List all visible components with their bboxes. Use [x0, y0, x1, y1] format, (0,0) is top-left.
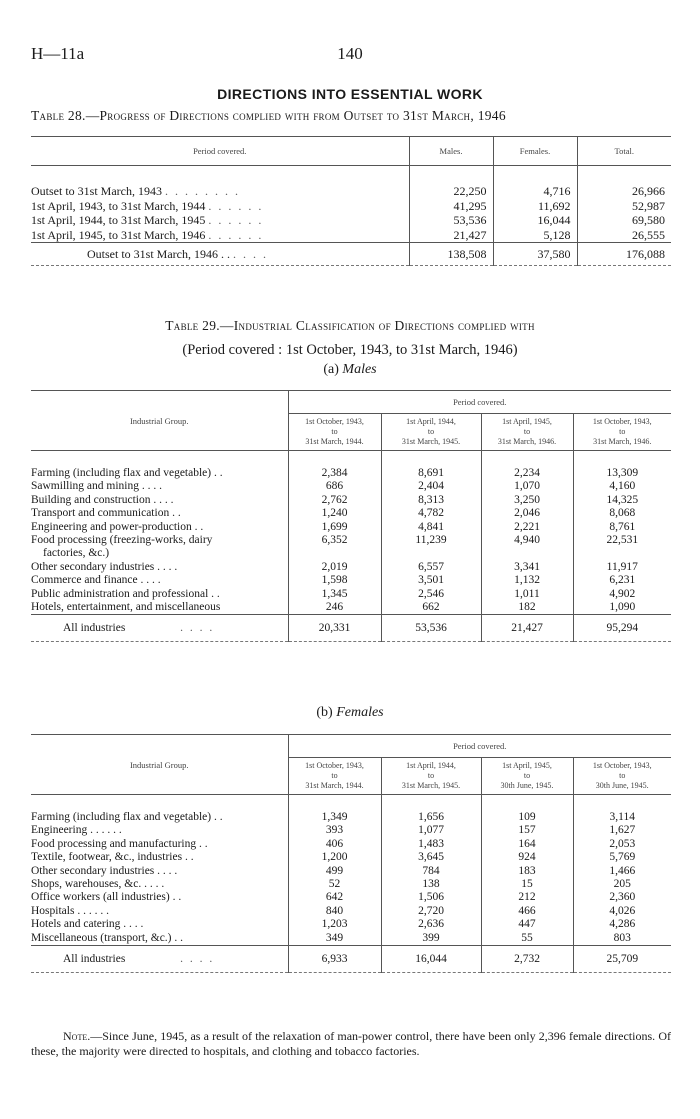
value-cell: 109: [481, 811, 573, 824]
value-cell: 183: [481, 865, 573, 878]
table-row: [31, 905, 671, 918]
note-lead: Note.: [63, 1029, 91, 1043]
value-cell: 349: [288, 932, 381, 946]
males-total: 138,508: [409, 243, 493, 266]
total-cell: 16,044: [381, 946, 481, 973]
total-cell: 53,536: [381, 615, 481, 642]
industrial-group-header: Industrial Group.: [31, 735, 288, 795]
industrial-group-cell: Transport and communication . .: [31, 507, 181, 520]
males-cell: 22,250: [409, 184, 493, 199]
total-cell: 20,331: [288, 615, 381, 642]
total-cell: 25,709: [573, 946, 671, 973]
value-cell: 6,557: [381, 561, 481, 574]
page-number: 140: [337, 44, 363, 63]
value-cell: 55: [481, 932, 573, 946]
value-cell: 924: [481, 851, 573, 864]
value-cell: 22,531: [573, 534, 671, 547]
table-row: [31, 521, 671, 534]
table-row: [31, 932, 671, 946]
total-cell: 2,732: [481, 946, 573, 973]
industrial-group-cell: Farming (including flax and vegetable) . .: [31, 467, 223, 479]
table28-total-row: [31, 243, 671, 266]
period-covered-header: Period covered.: [288, 391, 671, 414]
column-header: 1st April, 1944, to 31st March, 1945.: [381, 414, 481, 451]
industrial-group-cell: Hotels and catering . . . .: [31, 918, 144, 931]
value-cell: 138: [381, 878, 481, 891]
leader-dots: . . . .: [180, 622, 215, 635]
table-row: [31, 838, 671, 851]
table-row: [31, 811, 671, 824]
females-cell: 5,128: [493, 228, 577, 243]
value-cell: 2,019: [288, 561, 381, 574]
value-cell: 1,349: [288, 811, 381, 824]
leader-dots: . . . .: [233, 246, 268, 261]
industrial-group-header: Industrial Group.: [31, 391, 288, 451]
table-row: [31, 918, 671, 931]
value-cell: 1,345: [288, 588, 381, 601]
table-row: [31, 561, 671, 574]
value-cell: 4,940: [481, 534, 573, 547]
value-cell: 8,691: [381, 467, 481, 480]
total-label: Outset to 31st March, 1946 . .: [87, 246, 230, 261]
total-cell: 6,933: [288, 946, 381, 973]
table28-header-males: Males.: [409, 137, 493, 166]
industrial-group-cell: Engineering . . . . . .: [31, 824, 122, 837]
leader-dots: . . . .: [180, 953, 215, 966]
total-cell: 52,987: [577, 199, 671, 214]
value-cell: 1,077: [381, 824, 481, 837]
females-heading: [0, 705, 700, 721]
males-heading: [0, 362, 700, 378]
leader-dots: . . . . . .: [208, 213, 264, 227]
industrial-group-cell: Textile, footwear, &c., industries . .: [31, 851, 194, 864]
value-cell: 212: [481, 891, 573, 904]
value-cell: 164: [481, 838, 573, 851]
value-cell: [481, 547, 573, 560]
value-cell: 205: [573, 878, 671, 891]
value-cell: 447: [481, 918, 573, 931]
industrial-group-cell: Office workers (all industries) . .: [31, 891, 182, 904]
table-row: [31, 878, 671, 891]
leader-dots: . . . . . .: [208, 227, 264, 242]
value-cell: 2,404: [381, 480, 481, 493]
total-label: All industries: [63, 622, 126, 635]
value-cell: 3,645: [381, 851, 481, 864]
table-row: [31, 184, 671, 199]
table-row: [31, 494, 671, 507]
column-header: 1st October, 1943, to 31st March, 1944.: [288, 414, 381, 451]
value-cell: 6,231: [573, 574, 671, 587]
table28-title: [31, 108, 671, 124]
industrial-group-cell: Public administration and professional . .: [31, 587, 220, 600]
value-cell: 1,090: [573, 601, 671, 615]
table-row: [31, 213, 671, 228]
industrial-group-cell: Other secondary industries . . . .: [31, 560, 178, 573]
table-row: [31, 865, 671, 878]
value-cell: 8,313: [381, 494, 481, 507]
table-row: [31, 534, 671, 547]
industrial-group-cell: Miscellaneous (transport, &c.) . .: [31, 931, 184, 944]
table-row: [31, 891, 671, 904]
females-total-row: [31, 946, 671, 973]
leader-dots: . . . . . . . .: [165, 184, 240, 198]
value-cell: 1,506: [381, 891, 481, 904]
value-cell: 1,598: [288, 574, 381, 587]
value-cell: 8,068: [573, 507, 671, 520]
table-row: [31, 199, 671, 214]
value-cell: 4,160: [573, 480, 671, 493]
period-covered-header: Period covered.: [288, 735, 671, 758]
value-cell: 15: [481, 878, 573, 891]
industrial-group-cell: Building and construction . . . .: [31, 493, 174, 506]
table28-header-total: Total.: [577, 137, 671, 166]
period-cell: 1st April, 1943, to 31st March, 1944: [31, 198, 206, 213]
section-letter: (b): [316, 705, 333, 720]
table-row: [31, 467, 671, 480]
value-cell: 14,325: [573, 494, 671, 507]
value-cell: [573, 547, 671, 560]
table28-title-text: —Progress of Directions complied with from Outset to 31st March, 1946: [85, 108, 506, 123]
females-total: 37,580: [493, 243, 577, 266]
males-cell: 41,295: [409, 199, 493, 214]
table-row: [31, 547, 671, 560]
value-cell: 2,046: [481, 507, 573, 520]
value-cell: 499: [288, 865, 381, 878]
table29-males: [31, 390, 671, 642]
column-header: 1st October, 1943, to 31st March, 1946.: [573, 414, 671, 451]
table-row: [31, 507, 671, 520]
value-cell: 8,761: [573, 521, 671, 534]
table28-label: Table 28.: [31, 108, 86, 123]
value-cell: 1,240: [288, 507, 381, 520]
table28-header-period: Period covered.: [31, 137, 409, 166]
total-cell: 26,966: [577, 184, 671, 199]
table-row: [31, 228, 671, 243]
industrial-group-cell: Farming (including flax and vegetable) . .: [31, 811, 223, 823]
value-cell: 3,114: [573, 811, 671, 824]
table-row: [31, 574, 671, 587]
value-cell: 662: [381, 601, 481, 615]
value-cell: 784: [381, 865, 481, 878]
value-cell: 1,132: [481, 574, 573, 587]
males-total-row: [31, 615, 671, 642]
note-text: —Since June, 1945, as a result of the relaxation of man-power control, there have been only 2,396 female directions. Of these, the majority were directed to hospitals, and clothing and tobacco factories.: [31, 1029, 671, 1058]
column-header: 1st April, 1945, to 31st March, 1946.: [481, 414, 573, 451]
industrial-group-cell: Engineering and power-production . .: [31, 520, 204, 533]
value-cell: 1,483: [381, 838, 481, 851]
value-cell: 2,234: [481, 467, 573, 480]
value-cell: 6,352: [288, 534, 381, 547]
value-cell: 2,762: [288, 494, 381, 507]
value-cell: 1,466: [573, 865, 671, 878]
document-code: H—11a: [31, 44, 85, 63]
value-cell: 11,239: [381, 534, 481, 547]
value-cell: [288, 547, 381, 560]
column-header: 1st October, 1943, to 30th June, 1945.: [573, 758, 671, 795]
value-cell: 3,501: [381, 574, 481, 587]
table-row: [31, 480, 671, 493]
value-cell: 4,902: [573, 588, 671, 601]
females-cell: 16,044: [493, 213, 577, 228]
industrial-group-cell: Food processing (freezing-works, dairy: [31, 534, 213, 547]
table28-header-row: [31, 137, 671, 166]
value-cell: 2,546: [381, 588, 481, 601]
footnote: [31, 1029, 671, 1059]
industrial-group-cell: Hospitals . . . . . .: [31, 904, 109, 917]
leader-dots: . . . . . .: [208, 198, 264, 213]
total-label: All industries: [63, 953, 126, 966]
value-cell: 2,720: [381, 905, 481, 918]
column-header: 1st April, 1945, to 30th June, 1945.: [481, 758, 573, 795]
value-cell: 466: [481, 905, 573, 918]
value-cell: 1,203: [288, 918, 381, 931]
value-cell: 393: [288, 824, 381, 837]
industrial-group-cell: Food processing and manufacturing . .: [31, 837, 208, 850]
value-cell: 52: [288, 878, 381, 891]
females-cell: 11,692: [493, 199, 577, 214]
section-letter: (a): [323, 362, 339, 377]
value-cell: [381, 547, 481, 560]
table-row: [31, 601, 671, 615]
table29-subtitle: (Period covered : 1st October, 1943, to 31st March, 1946): [182, 342, 518, 358]
females-cell: 4,716: [493, 184, 577, 199]
males-cell: 53,536: [409, 213, 493, 228]
section-heading: Females: [336, 705, 384, 720]
value-cell: 4,286: [573, 918, 671, 931]
column-header: 1st October, 1943, to 31st March, 1944.: [288, 758, 381, 795]
males-cell: 21,427: [409, 228, 493, 243]
period-cell: 1st April, 1945, to 31st March, 1946: [31, 227, 206, 242]
value-cell: 157: [481, 824, 573, 837]
value-cell: 246: [288, 601, 381, 615]
column-header: 1st April, 1944, to 31st March, 1945.: [381, 758, 481, 795]
section-heading: Males: [342, 362, 377, 377]
value-cell: 840: [288, 905, 381, 918]
value-cell: 4,026: [573, 905, 671, 918]
total-cell: 95,294: [573, 615, 671, 642]
table-row: [31, 588, 671, 601]
value-cell: 642: [288, 891, 381, 904]
value-cell: 1,699: [288, 521, 381, 534]
value-cell: 2,221: [481, 521, 573, 534]
period-cell: 1st April, 1944, to 31st March, 1945: [31, 213, 206, 227]
industrial-group-cell: factories, &c.): [43, 547, 110, 560]
value-cell: 2,384: [288, 467, 381, 480]
industrial-group-cell: Shops, warehouses, &c. . . . .: [31, 878, 165, 891]
value-cell: 406: [288, 838, 381, 851]
total-cell: 69,580: [577, 213, 671, 228]
value-cell: 1,627: [573, 824, 671, 837]
value-cell: 803: [573, 932, 671, 946]
page-title: DIRECTIONS INTO ESSENTIAL WORK: [217, 86, 483, 102]
table29-title: Table 29.—Industrial Classification of Directions complied with: [165, 318, 535, 333]
table-row: [31, 851, 671, 864]
value-cell: 2,053: [573, 838, 671, 851]
table28-header-females: Females.: [493, 137, 577, 166]
value-cell: 11,917: [573, 561, 671, 574]
value-cell: 1,656: [381, 811, 481, 824]
value-cell: 1,200: [288, 851, 381, 864]
value-cell: 182: [481, 601, 573, 615]
table29-females: [31, 734, 671, 973]
total-cell: 21,427: [481, 615, 573, 642]
industrial-group-cell: Sawmilling and mining . . . .: [31, 480, 162, 493]
industrial-group-cell: Hotels, entertainment, and miscellaneous: [31, 601, 221, 614]
industrial-group-cell: Other secondary industries . . . .: [31, 864, 178, 877]
value-cell: 4,841: [381, 521, 481, 534]
period-cell: Outset to 31st March, 1943: [31, 184, 162, 198]
value-cell: 2,636: [381, 918, 481, 931]
value-cell: 3,341: [481, 561, 573, 574]
value-cell: 1,070: [481, 480, 573, 493]
total-cell: 26,555: [577, 228, 671, 243]
value-cell: 13,309: [573, 467, 671, 480]
industrial-group-cell: Commerce and finance . . . .: [31, 574, 161, 587]
value-cell: 2,360: [573, 891, 671, 904]
value-cell: 4,782: [381, 507, 481, 520]
value-cell: 1,011: [481, 588, 573, 601]
value-cell: 399: [381, 932, 481, 946]
grand-total: 176,088: [577, 243, 671, 266]
value-cell: 3,250: [481, 494, 573, 507]
value-cell: 686: [288, 480, 381, 493]
table-row: [31, 824, 671, 837]
value-cell: 5,769: [573, 851, 671, 864]
table28: [31, 136, 671, 266]
